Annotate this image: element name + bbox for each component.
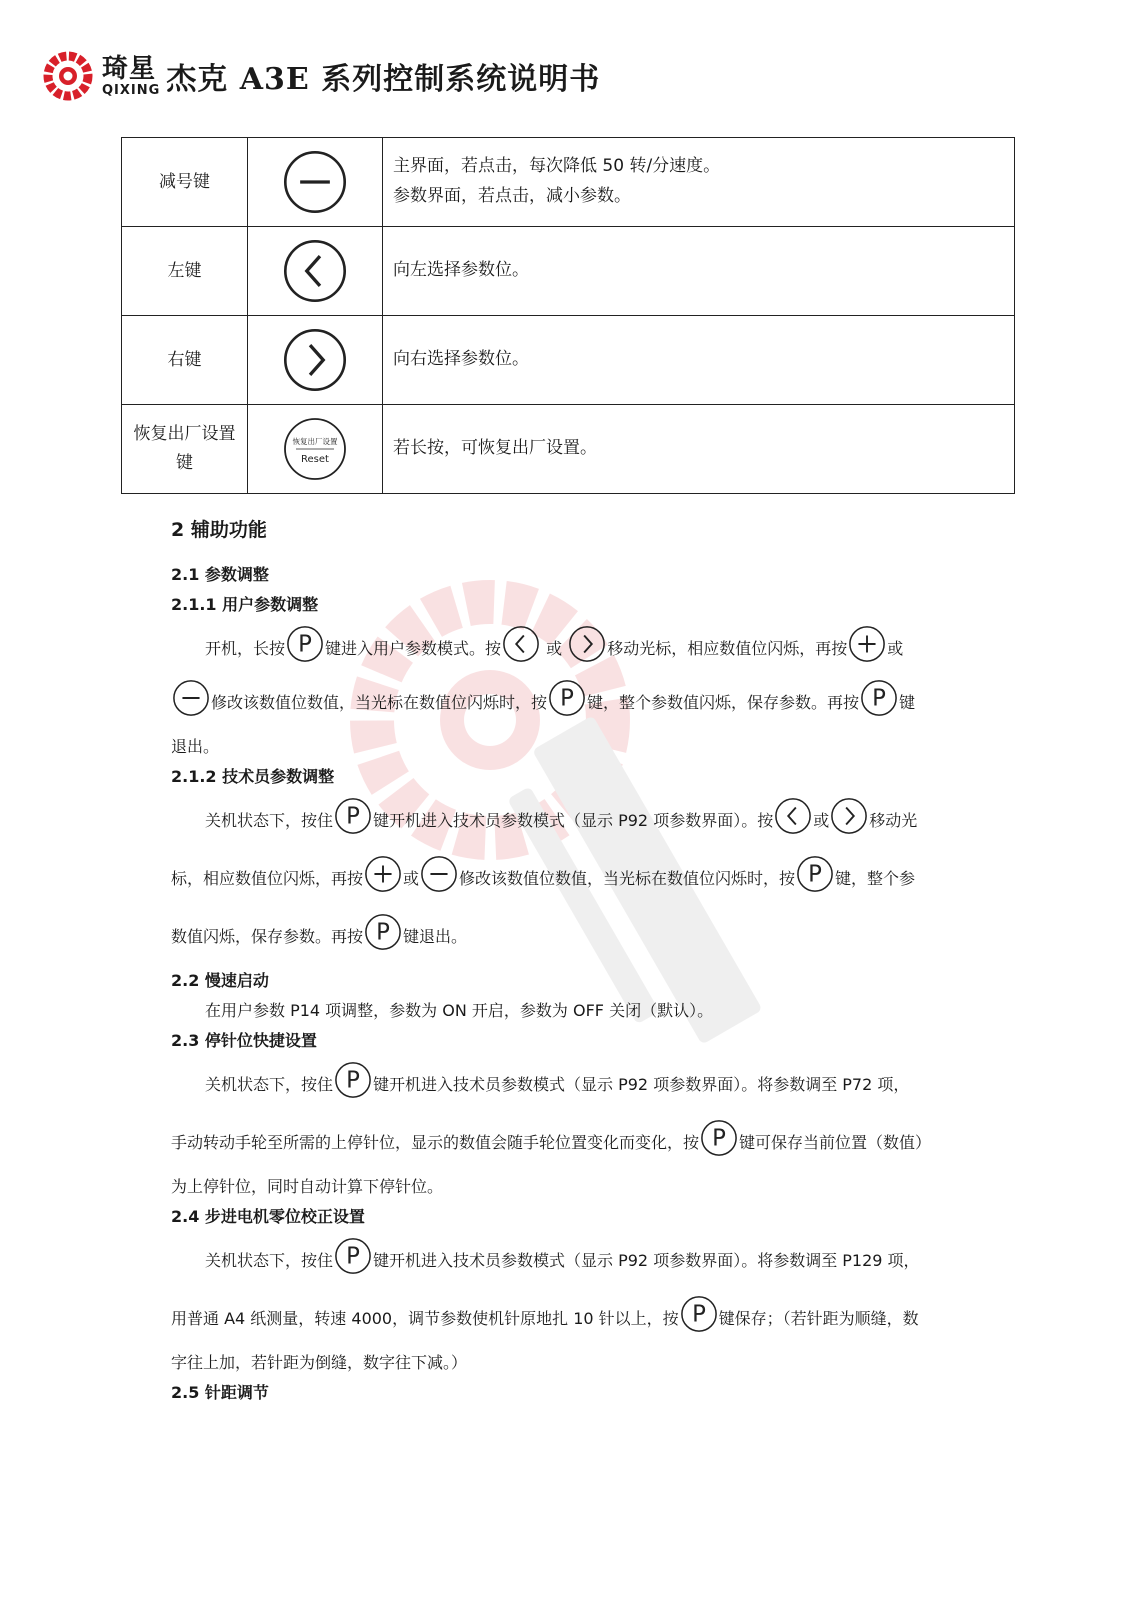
plus-key-icon <box>364 855 402 893</box>
key-name-line: 恢复出厂设置 <box>133 424 236 445</box>
description-line: 主界面，若点击，每次降低 50 转/分速度。 <box>393 156 721 177</box>
plus-key-icon <box>848 625 886 663</box>
p-key-icon <box>860 679 898 717</box>
left-key-icon <box>282 238 348 304</box>
right-key-icon <box>568 625 606 663</box>
subsection-title: 2.5 针距调节 <box>171 1383 269 1402</box>
description-line: 向左选择参数位。 <box>393 260 529 281</box>
minus-key-icon <box>282 149 348 215</box>
brand-name-cn: 琦星 <box>102 53 157 84</box>
text: 移动光标，相应数值位闪烁，再按 <box>607 639 848 658</box>
key-description <box>383 227 1015 316</box>
key-name <box>122 405 248 494</box>
text: 键开机进入技术员参数模式（显示 P92 项参数界面）。将参数调至 P129 项， <box>373 1251 920 1270</box>
text: 关机状态下，按住 <box>205 811 334 830</box>
paragraph <box>171 908 966 966</box>
subsection-title: 2.1.1 用户参数调整 <box>171 595 319 614</box>
right-key-icon <box>830 797 868 835</box>
table-row <box>122 316 1015 405</box>
text: 键，整个参数值闪烁，保存参数。再按 <box>587 693 860 712</box>
paragraph <box>171 792 966 850</box>
p-key-icon <box>700 1119 738 1157</box>
paragraph: 为上停针位，同时自动计算下停针位。 <box>171 1177 444 1196</box>
key-name: 左键 <box>122 227 248 316</box>
text: 或 <box>403 869 420 888</box>
key-name-line: 键 <box>176 453 193 473</box>
table-row <box>122 405 1015 494</box>
key-name: 右键 <box>122 316 248 405</box>
p-key-icon <box>334 797 372 835</box>
p-key-icon <box>286 625 324 663</box>
reset-key-label-cn: 恢复出厂设置 <box>292 437 338 446</box>
p-key-icon <box>334 1061 372 1099</box>
text: 键开机进入技术员参数模式（显示 P92 项参数界面）。将参数调至 P72 项， <box>373 1075 910 1094</box>
paragraph <box>171 1290 966 1348</box>
right-key-icon <box>282 327 348 393</box>
reset-key-label-en: Reset <box>301 454 329 465</box>
brand-name-en: QIXING <box>102 82 161 98</box>
p-key-icon <box>548 679 586 717</box>
text: 移动光 <box>869 811 918 830</box>
text: 键退出。 <box>403 927 468 946</box>
paragraph <box>171 620 966 678</box>
text: 键进入用户参数模式。按 <box>325 639 502 658</box>
minus-key-icon <box>420 855 458 893</box>
table-row <box>122 227 1015 316</box>
key-icon-cell <box>248 405 383 494</box>
subsection-title: 2.2 慢速启动 <box>171 971 269 990</box>
text: 关机状态下，按住 <box>205 1251 334 1270</box>
paragraph <box>171 1056 966 1114</box>
text: 键开机进入技术员参数模式（显示 P92 项参数界面）。按 <box>373 811 774 830</box>
text: 键保存；（若针距为顺缝，数 <box>718 1309 919 1328</box>
reset-key-icon <box>282 416 348 482</box>
text: 修改该数值位数值，当光标在数值位闪烁时，按 <box>211 693 548 712</box>
key-icon-cell <box>248 316 383 405</box>
subsection-title: 2.1 参数调整 <box>171 565 269 584</box>
paragraph: 退出。 <box>171 737 220 756</box>
text: 键 <box>899 693 916 712</box>
text: 或 <box>813 811 830 830</box>
document-title: 杰克 A3E 系列控制系统说明书 <box>166 62 601 97</box>
qixing-logo-icon <box>42 50 94 102</box>
left-key-icon <box>502 625 540 663</box>
text: 数值闪烁，保存参数。再按 <box>171 927 364 946</box>
brand-name <box>102 53 161 98</box>
left-key-icon <box>774 797 812 835</box>
page-header <box>42 50 600 102</box>
description-line: 向右选择参数位。 <box>393 349 529 370</box>
text: 用普通 A4 纸测量，转速 4000，调节参数使机针原地扎 10 针以上，按 <box>171 1309 679 1328</box>
text: 或 <box>887 639 904 658</box>
key-icon-cell <box>248 227 383 316</box>
subsection-title: 2.3 停针位快捷设置 <box>171 1031 317 1050</box>
text: 开机，长按 <box>205 639 286 658</box>
paragraph <box>171 996 966 1026</box>
text: 手动转动手轮至所需的上停针位，显示的数值会随手轮位置变化而变化，按 <box>171 1133 700 1152</box>
p-key-icon <box>680 1295 718 1333</box>
text: 标，相应数值位闪烁，再按 <box>171 869 364 888</box>
section-auxiliary-functions <box>171 515 966 1408</box>
p-key-icon <box>364 913 402 951</box>
description-line: 若长按，可恢复出厂设置。 <box>393 438 597 459</box>
text: 键，整个参 <box>835 869 916 888</box>
key-description <box>383 138 1015 227</box>
subsection-title: 2.4 步进电机零位校正设置 <box>171 1207 365 1226</box>
table-row <box>122 138 1015 227</box>
paragraph <box>171 850 966 908</box>
keys-table <box>121 137 1015 494</box>
section-title: 2 辅助功能 <box>171 519 267 541</box>
key-description <box>383 316 1015 405</box>
text: 修改该数值位数值，当光标在数值位闪烁时，按 <box>459 869 796 888</box>
paragraph: 字往上加，若针距为倒缝，数字往下减。） <box>171 1353 468 1372</box>
p-key-icon <box>334 1237 372 1275</box>
subsection-title: 2.1.2 技术员参数调整 <box>171 767 335 786</box>
text: 关机状态下，按住 <box>205 1075 334 1094</box>
text: 或 <box>546 639 563 658</box>
minus-key-icon <box>172 679 210 717</box>
p-key-icon <box>796 855 834 893</box>
text: 键可保存当前位置（数值） <box>739 1133 932 1152</box>
text: 在用户参数 P14 项调整，参数为 ON 开启，参数为 OFF 关闭（默认）。 <box>205 1001 714 1020</box>
paragraph <box>171 1232 966 1290</box>
paragraph <box>171 674 966 732</box>
description-line: 参数界面，若点击，减小参数。 <box>393 186 631 206</box>
key-icon-cell <box>248 138 383 227</box>
key-name: 减号键 <box>122 138 248 227</box>
paragraph <box>171 1114 966 1172</box>
key-description <box>383 405 1015 494</box>
